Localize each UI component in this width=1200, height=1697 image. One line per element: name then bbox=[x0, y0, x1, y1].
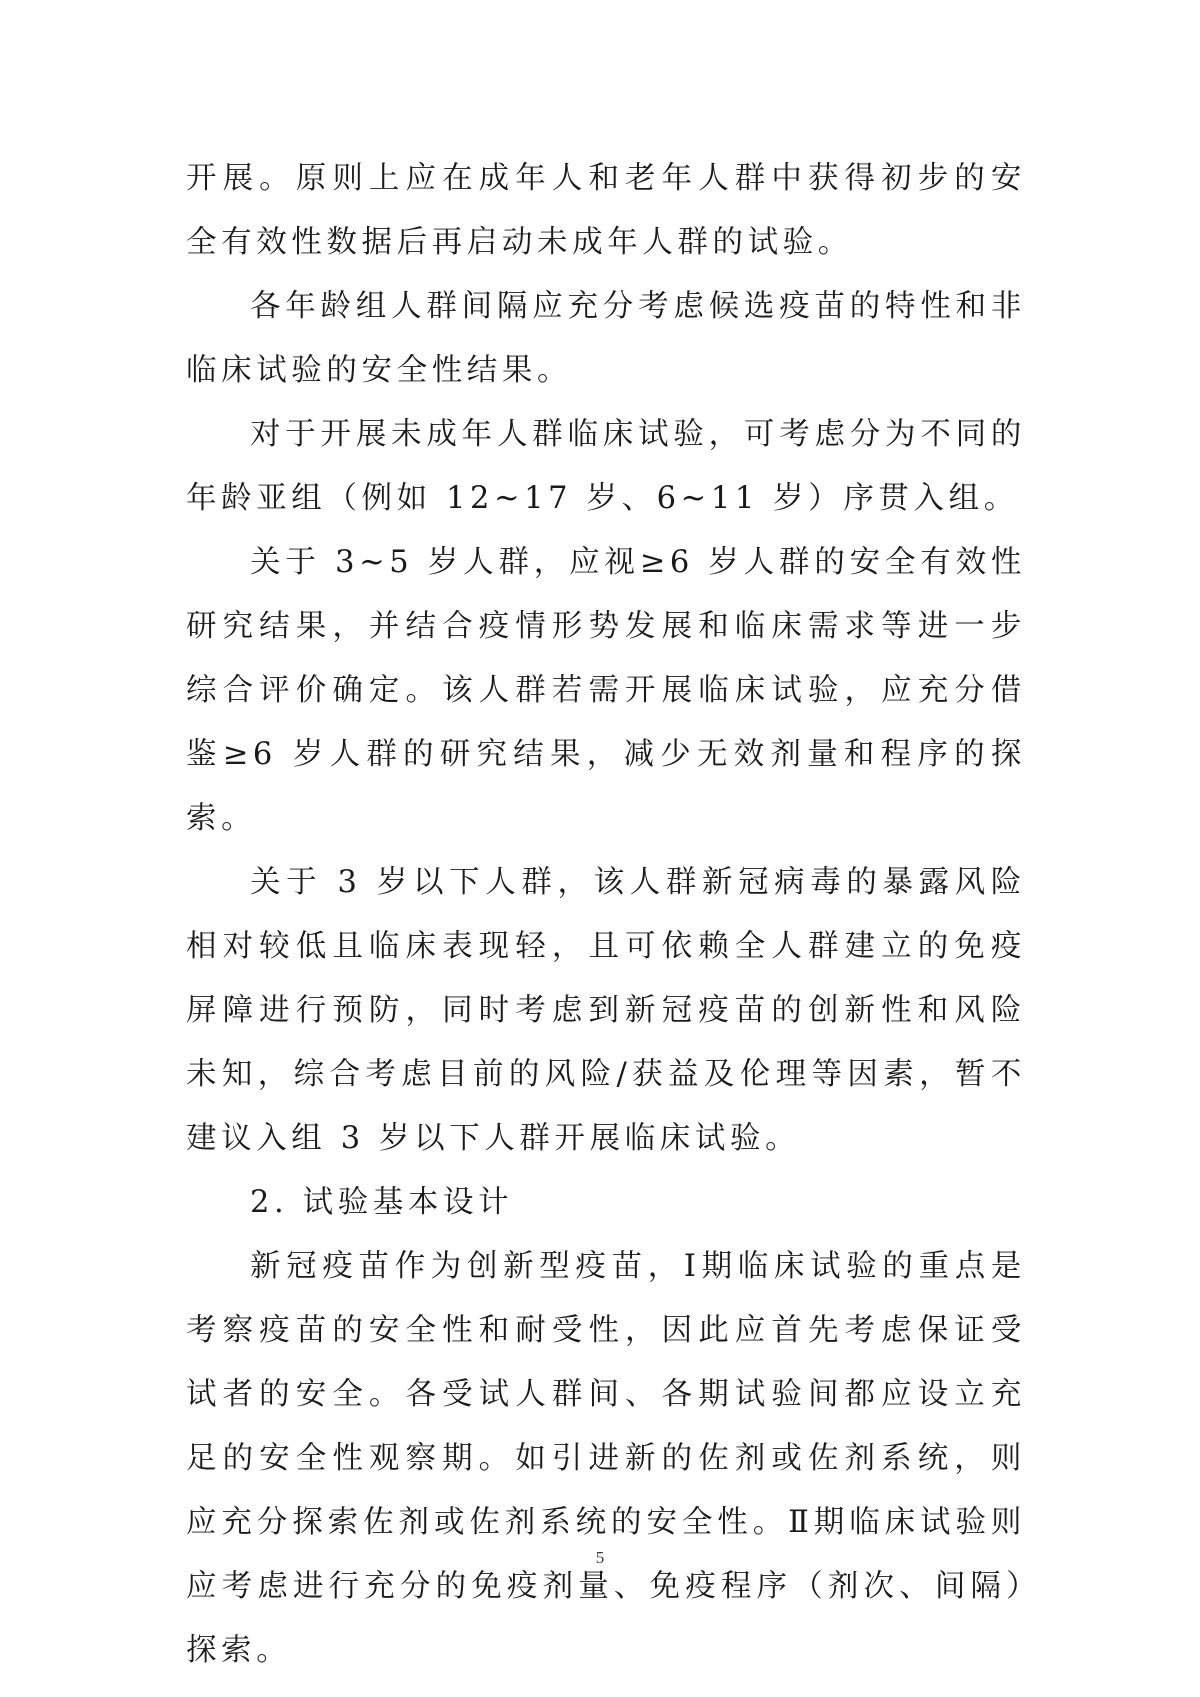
paragraph-continuation: 开展。原则上应在成年人和老年人群中获得初步的安全有效性数据后再启动未成年人群的试验。 bbox=[186, 161, 1026, 260]
paragraph-under-3: 关于 3 岁以下人群，该人群新冠病毒的暴露风险相对较低且临床表现轻，且可依赖全人群建立的免疫屏障进行预防，同时考虑到新冠疫苗的创新性和风险未知，综合考虑目前的风险/获益及伦理等因素，暂不建议入组 3 岁以下人群开展临床试验。 bbox=[186, 865, 1026, 1156]
paragraph-phase-design: 新冠疫苗作为创新型疫苗，Ⅰ期临床试验的重点是考察疫苗的安全性和耐受性，因此应首先考虑保证受试者的安全。各受试人群间、各期试验间都应设立充足的安全性观察期。如引进新的佐剂或佐剂系统，则应充分探索佐剂或佐剂系统的安全性。Ⅱ期临床试验则应考虑进行充分的免疫剂量、免疫程序（剂次、间隔）探索。 bbox=[186, 1249, 1026, 1668]
section-heading-basic-design: 2. 试验基本设计 bbox=[250, 1185, 514, 1220]
paragraph-age-group-interval: 各年龄组人群间隔应充分考虑候选疫苗的特性和非临床试验的安全性结果。 bbox=[186, 289, 1026, 388]
paragraph-minor-subgroups: 对于开展未成年人群临床试验，可考虑分为不同的年龄亚组（例如 12~17 岁、6~11 岁）序贯入组。 bbox=[186, 417, 1026, 516]
paragraph-age-3-to-5: 关于 3~5 岁人群，应视≥6 岁人群的安全有效性研究结果，并结合疫情形势发展和临床需求等进一步综合评价确定。该人群若需开展临床试验，应充分借鉴≥6 岁人群的研究结果，减少无效剂量和程序的探索。 bbox=[186, 545, 1026, 836]
document-body bbox=[186, 147, 1026, 1683]
page-number: 5 bbox=[595, 1548, 605, 1567]
